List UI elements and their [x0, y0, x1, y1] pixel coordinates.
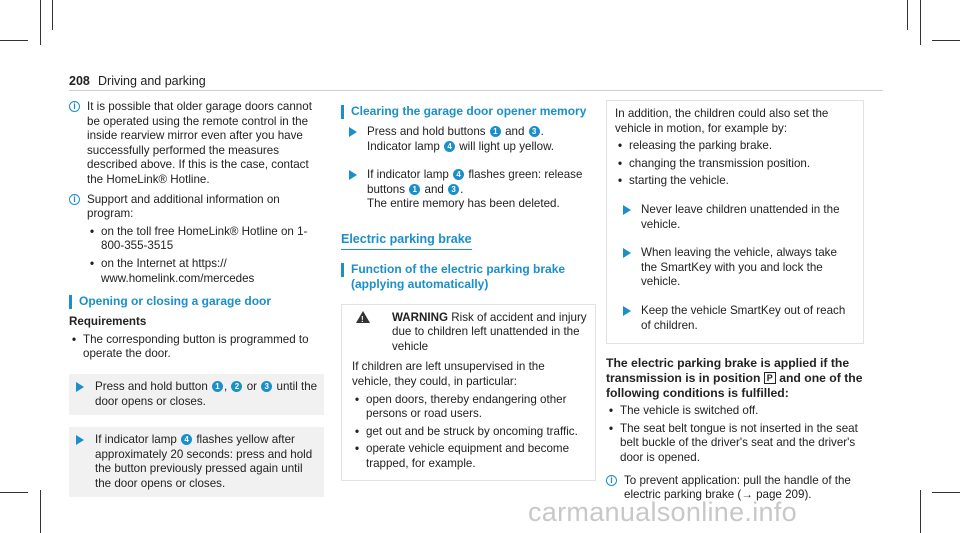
section-heading-garage-door: Opening or closing a garage door	[69, 294, 324, 309]
step-keep-smartkey: Keep the vehicle SmartKey out of reach of children.	[615, 304, 855, 333]
bullet: •	[90, 256, 95, 270]
step-arrow-icon	[76, 382, 84, 392]
note-text: To prevent application: pull the handle of the electric parking brake (→ page 209).	[624, 473, 851, 502]
marker-1: 1	[409, 184, 420, 195]
list-item: • get out and be struck by oncoming traffic.	[355, 424, 578, 438]
info-icon: i	[69, 101, 80, 112]
list-item: • open doors, thereby endangering other persons or road users.	[355, 392, 567, 421]
note-text: Support and additional information on program:	[87, 192, 280, 221]
warning-continuation-box	[606, 100, 864, 344]
list-item: • on the toll free HomeLink® Hotline on 1-800-355-3515	[90, 224, 308, 253]
list-item: • The vehicle is switched off.	[609, 404, 759, 418]
column-left	[69, 100, 324, 497]
warning-label: WARNING	[392, 310, 449, 324]
page-header-title: Driving and parking	[98, 74, 206, 88]
crop-mark	[0, 40, 28, 41]
note-text: It is possible that older garage doors cannot be operated using the remote control in the inside rearview mirror even after you have successfully performed the measures described above. If this is the case, contact the HomeLink® Hotline.	[87, 100, 312, 186]
bullet: •	[618, 139, 623, 153]
step-never-leave: Never leave children unattended in the vehicle.	[615, 203, 855, 232]
info-icon: i	[69, 194, 80, 205]
step-clear-press: Press and hold buttons 1 and 3 . Indicator lamp 4 will light up yellow.	[341, 125, 596, 154]
info-icon: i	[606, 475, 617, 486]
step-arrow-icon	[623, 248, 631, 258]
park-position-icon: P	[764, 372, 776, 384]
list-item: • The seat belt tongue is not inserted in the seat belt buckle of the driver's seat and the driver's door is opened.	[609, 421, 858, 464]
crop-mark	[40, 490, 41, 533]
step-arrow-icon	[623, 205, 631, 215]
marker-3: 3	[448, 184, 459, 195]
crop-mark	[932, 40, 960, 41]
requirement-item: • The corresponding button is programmed to operate the door.	[72, 332, 309, 361]
heading-clearing-memory: Clearing the garage door opener memory	[341, 104, 596, 119]
marker-3: 3	[261, 381, 272, 392]
step-arrow-icon	[623, 306, 631, 316]
bullet: •	[355, 392, 360, 406]
warning-icon: !	[356, 311, 370, 323]
list-item: • changing the transmission position.	[618, 156, 811, 170]
warning-title: Risk of accident and injury due to children left unattended in the vehicle	[392, 310, 587, 353]
column-right	[606, 100, 864, 508]
bullet: •	[618, 174, 623, 188]
step-clear-release: If indicator lamp 4 flashes green: release buttons 1 and 3 . The entire memory has been deleted.	[341, 168, 596, 212]
bullet: •	[90, 224, 95, 238]
note-support	[69, 193, 324, 287]
bullet: •	[609, 404, 614, 418]
marker-2: 2	[231, 381, 242, 392]
bullet: •	[618, 156, 623, 170]
crop-mark	[52, 0, 53, 30]
marker-1: 1	[212, 381, 223, 392]
crop-mark	[920, 490, 921, 533]
warning-text: If children are left unsupervised in the vehicle, they could, in particular:	[352, 360, 545, 388]
warning-header	[352, 311, 587, 355]
column-middle	[341, 96, 596, 481]
list-item: • operate vehicle equipment and become trapped, for example.	[355, 442, 570, 470]
crop-mark	[0, 492, 28, 493]
crop-mark	[920, 0, 921, 45]
heading-parking-brake-function: Function of the electric parking brake (applying automatically)	[341, 262, 596, 292]
heading-brake-applied: The electric parking brake is applied if the transmission is in position P and one of the following conditions is fulfilled:	[606, 356, 863, 401]
header-divider	[69, 90, 883, 91]
marker-4: 4	[181, 434, 192, 445]
marker-4: 4	[453, 169, 464, 180]
crop-mark	[907, 0, 908, 30]
list-item: • starting the vehicle.	[618, 174, 729, 188]
bullet: •	[355, 424, 360, 438]
watermark: carmanualsonline.info	[528, 497, 797, 527]
bullet: •	[72, 332, 77, 346]
step-indicator-yellow: If indicator lamp 4 flashes yellow after approximately 20 seconds: press and hold the button previously pressed again until the door opens or closes.	[69, 427, 324, 497]
bullet: •	[355, 442, 360, 456]
marker-1: 1	[490, 126, 501, 137]
warning-box	[341, 304, 596, 481]
step-arrow-icon	[349, 127, 357, 137]
marker-3: 3	[529, 126, 540, 137]
step-take-smartkey: When leaving the vehicle, always take the SmartKey with you and lock the vehicle.	[615, 246, 855, 290]
note-homelink-compat	[69, 100, 324, 188]
bullet: •	[609, 421, 614, 435]
step-arrow-icon	[349, 170, 357, 180]
step-arrow-icon	[76, 435, 84, 445]
list-item: • on the Internet at https:// www.homelink.com/mercedes	[90, 256, 255, 285]
step-press-hold: Press and hold button 1 , 2 or 3 until the door opens or closes.	[69, 374, 324, 415]
crop-mark	[932, 492, 960, 493]
section-title-parking-brake: Electric parking brake	[341, 232, 472, 250]
marker-4: 4	[444, 141, 455, 152]
page-number: 208	[69, 74, 90, 88]
crop-mark	[40, 0, 41, 45]
requirements-title: Requirements	[69, 315, 147, 329]
list-item: • releasing the parking brake.	[618, 139, 773, 153]
continuation-text: In addition, the children could also set the vehicle in motion, for example by:	[615, 107, 829, 135]
